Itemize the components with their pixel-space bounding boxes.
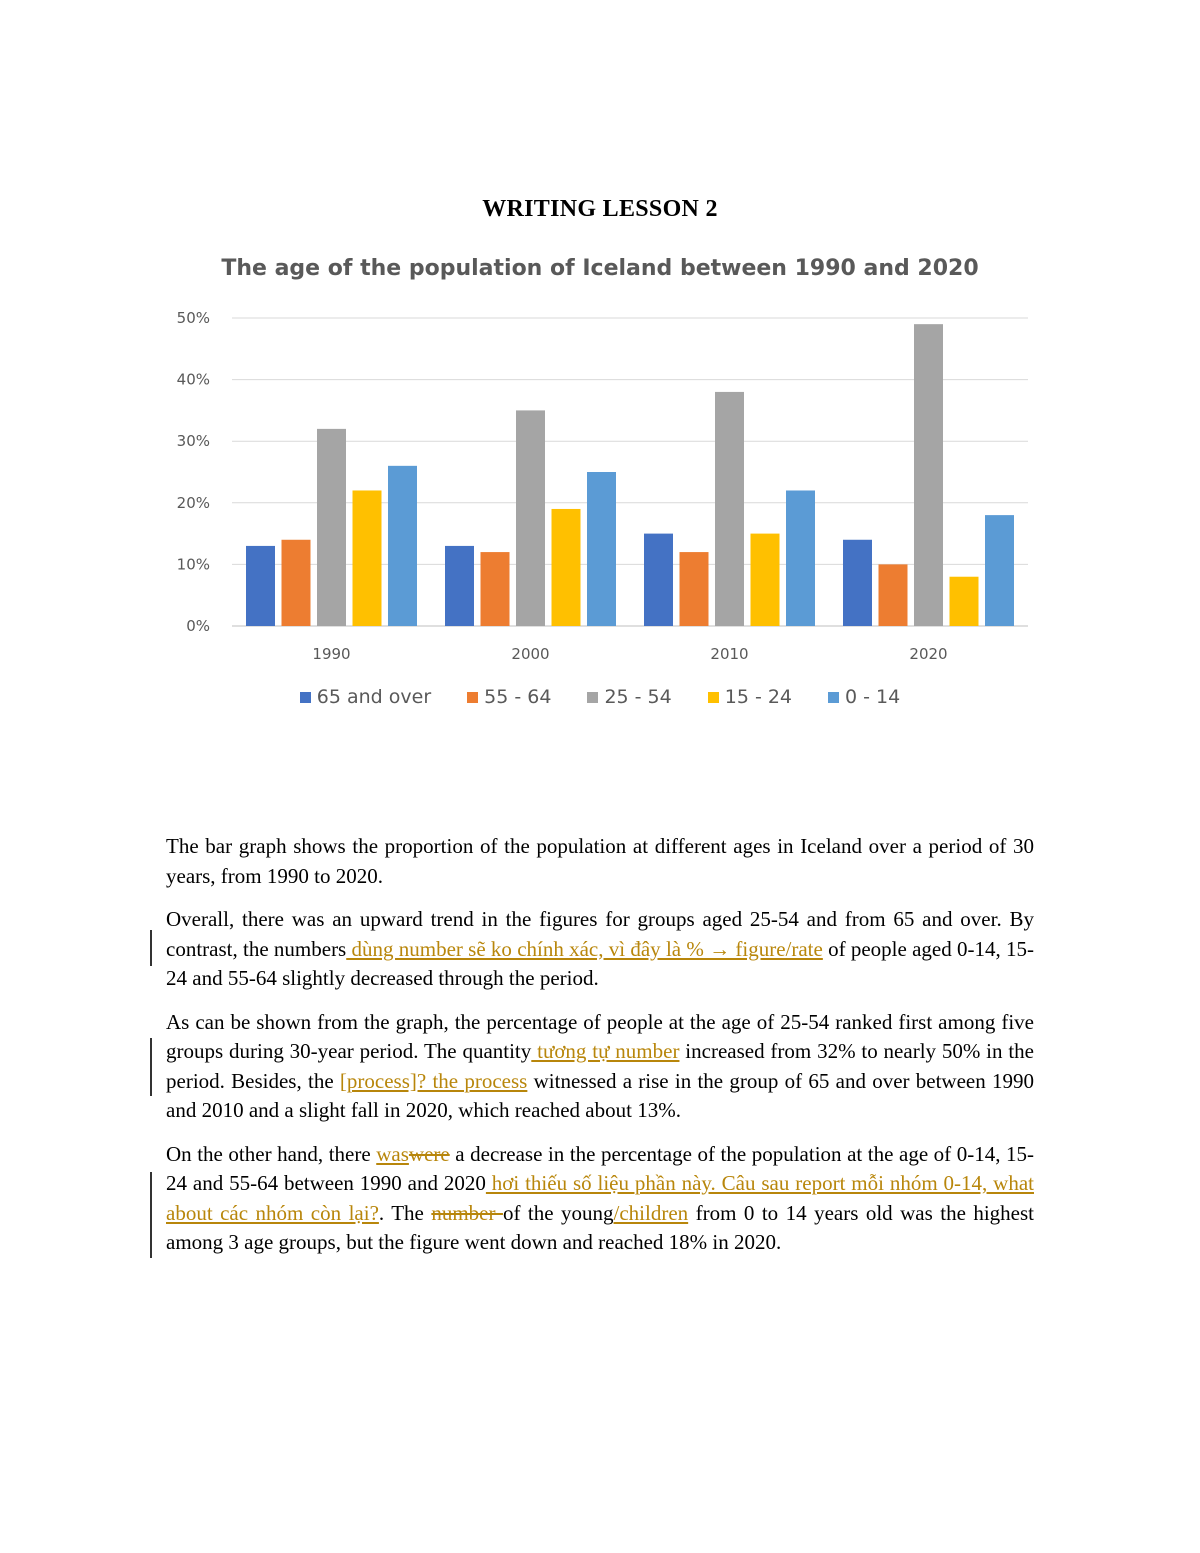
text: As can be shown from the graph, the percentage of people at the age of 25-54 ranked first among five groups during 30-year period. The quantity bbox=[166, 1009, 1034, 1063]
paragraph-overview bbox=[166, 905, 1034, 994]
text: increased from 32% to nearly 50% in the period. Besides, the bbox=[166, 1039, 1035, 1093]
legend-item bbox=[708, 686, 792, 708]
change-bar bbox=[150, 1038, 152, 1096]
bar bbox=[481, 552, 510, 626]
bar bbox=[353, 490, 382, 626]
inserted-comment: dùng number sẽ ko chính xác, vì đây là % → figure/rate bbox=[346, 936, 823, 961]
bar bbox=[680, 552, 709, 626]
x-tick-label: 2010 bbox=[710, 645, 749, 663]
chart-title: The age of the population of Iceland between 1990 and 2020 bbox=[221, 256, 979, 281]
bar bbox=[715, 392, 744, 626]
y-tick-label: 40% bbox=[176, 370, 210, 389]
bar bbox=[786, 490, 815, 626]
bar bbox=[587, 472, 616, 626]
bar bbox=[317, 429, 346, 626]
text: witnessed a rise in the group of 65 and over between 1990 and 2010 and a slight fall in 2020, which reached about 13%. bbox=[166, 1068, 1034, 1122]
text: The bar graph shows the proportion of the population at different ages in Iceland over a period of 30 years, from 1990 to 2020. bbox=[166, 834, 1034, 888]
text: Overall, there was an upward trend in the figures for groups aged 25-54 and from 65 and over. By contrast, the numbers bbox=[166, 907, 1034, 961]
inserted-text: /children bbox=[613, 1200, 689, 1225]
legend-swatch bbox=[467, 692, 478, 703]
bar bbox=[950, 577, 979, 626]
x-tick-label: 1990 bbox=[312, 645, 351, 663]
bar bbox=[282, 540, 311, 626]
bar bbox=[644, 534, 673, 626]
legend-item bbox=[828, 686, 900, 708]
bar bbox=[843, 540, 872, 626]
legend-swatch bbox=[828, 692, 839, 703]
bar bbox=[246, 546, 275, 626]
paragraph-body-2 bbox=[166, 1140, 1034, 1258]
x-tick-label: 2000 bbox=[511, 645, 550, 663]
legend-label: 55 - 64 bbox=[484, 686, 552, 708]
y-tick-label: 20% bbox=[176, 493, 210, 512]
legend-label: 0 - 14 bbox=[845, 686, 901, 708]
bar bbox=[751, 534, 780, 626]
y-tick-label: 50% bbox=[176, 309, 210, 327]
y-tick-label: 0% bbox=[186, 617, 210, 635]
legend-swatch bbox=[300, 692, 311, 703]
text: a decrease in the percentage of the population at the age of 0-14, 15-24 and 55-64 between 1990 and 2020 bbox=[166, 1141, 1034, 1195]
text: from 0 to 14 years old was the highest among 3 age groups, but the figure went down and reached 18% in 2020. bbox=[166, 1200, 1034, 1254]
bar bbox=[552, 509, 581, 626]
paragraph-body-1 bbox=[166, 1008, 1034, 1126]
legend-item bbox=[587, 686, 671, 708]
legend-label: 15 - 24 bbox=[724, 686, 793, 708]
change-bar bbox=[150, 1172, 152, 1258]
bar bbox=[388, 466, 417, 626]
legend-label: 25 - 54 bbox=[604, 686, 672, 708]
text: . The bbox=[378, 1200, 432, 1225]
chart-plot bbox=[150, 248, 1050, 678]
legend-item bbox=[467, 686, 551, 708]
legend-swatch bbox=[587, 692, 598, 703]
bar bbox=[516, 410, 545, 626]
chart-legend bbox=[150, 686, 1050, 708]
inserted-comment: tương tự number bbox=[531, 1039, 680, 1063]
legend-item bbox=[300, 686, 431, 708]
bar-chart bbox=[150, 248, 1050, 728]
bar bbox=[985, 515, 1014, 626]
bar bbox=[445, 546, 474, 626]
bar bbox=[914, 324, 943, 626]
inserted-text: was bbox=[376, 1141, 409, 1166]
y-tick-label: 30% bbox=[176, 432, 210, 451]
legend-label: 65 and over bbox=[316, 686, 432, 708]
legend-swatch bbox=[708, 692, 719, 703]
text: of people aged 0-14, 15-24 and 55-64 slightly decreased through the period. bbox=[166, 936, 1035, 990]
deleted-text: number bbox=[431, 1200, 503, 1225]
text: of the young bbox=[502, 1200, 614, 1225]
deleted-text: were bbox=[408, 1141, 450, 1166]
paragraph-intro bbox=[166, 832, 1034, 891]
y-tick-label: 10% bbox=[176, 555, 210, 574]
text: On the other hand, there bbox=[166, 1141, 377, 1166]
x-tick-label: 2020 bbox=[909, 645, 948, 663]
change-bar bbox=[150, 930, 152, 966]
document-title: WRITING LESSON 2 bbox=[482, 196, 718, 222]
inserted-comment: [process]? the process bbox=[339, 1068, 528, 1093]
essay-body bbox=[166, 832, 1034, 1272]
inserted-comment: hơi thiếu số liệu phần này. Câu sau report mỗi nhóm 0-14, what about các nhóm còn lại? bbox=[166, 1171, 1034, 1225]
bar bbox=[879, 564, 908, 626]
